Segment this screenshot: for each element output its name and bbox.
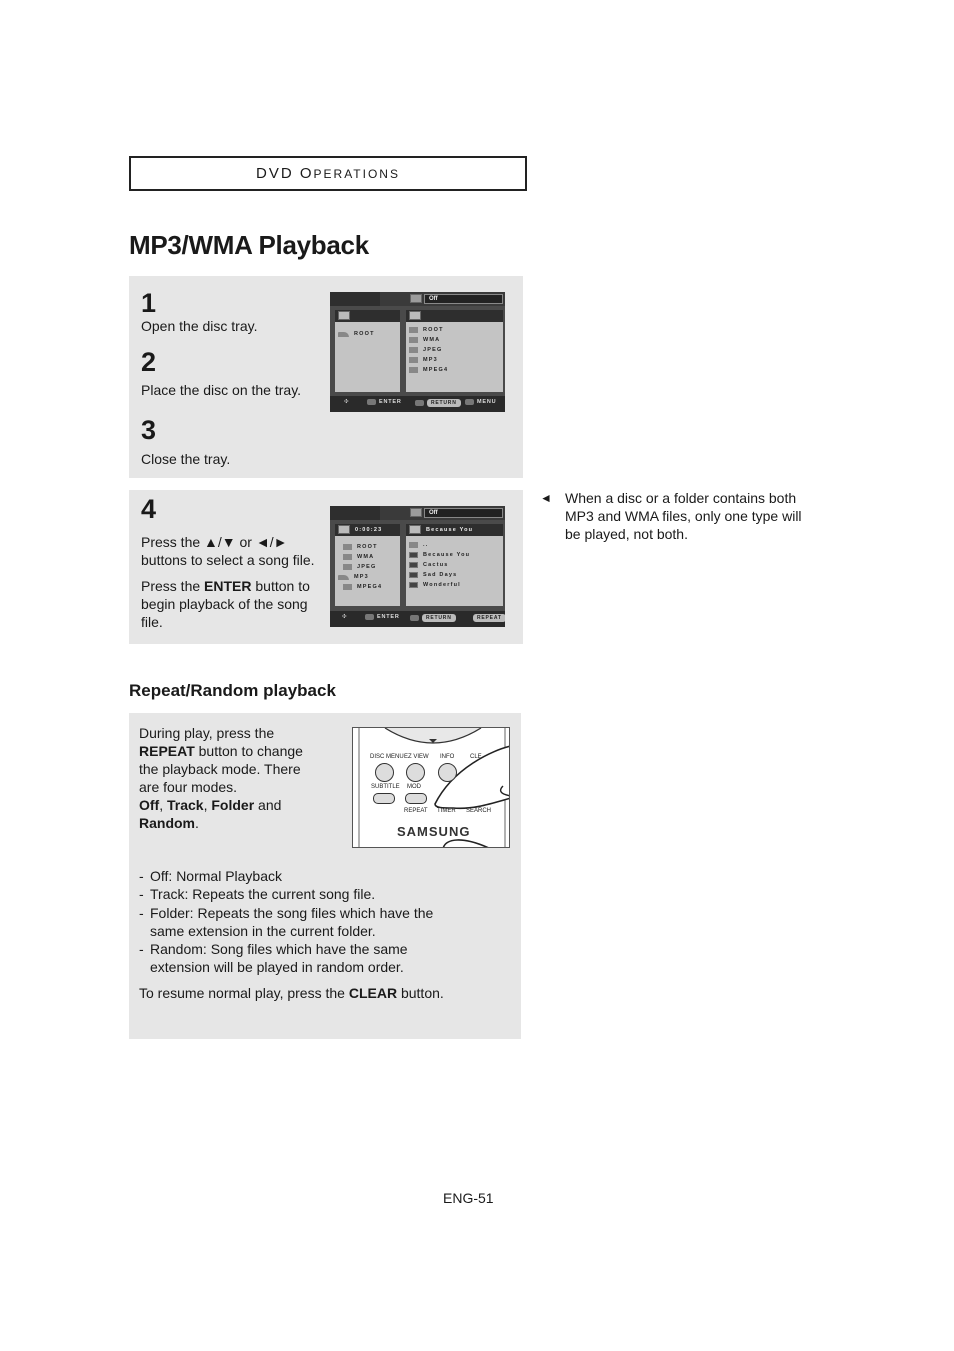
folder-icon xyxy=(338,332,349,337)
step-text: Place the disc on the tray. xyxy=(141,382,302,398)
timer-label: TIMER xyxy=(437,808,456,814)
step-number: 2 xyxy=(141,347,157,377)
osd-enter-hint: ENTER xyxy=(365,614,400,620)
folder-icon xyxy=(343,584,352,590)
osd-bottom-bar xyxy=(330,396,505,412)
disc-menu-label: DISC MENU xyxy=(370,754,404,760)
disc-icon xyxy=(338,311,350,320)
return-button-icon xyxy=(415,400,424,406)
repeat-label: REPEAT xyxy=(404,808,428,814)
osd-top-bar xyxy=(330,506,505,520)
osd-folder-item[interactable]: MPEG4 xyxy=(343,584,382,590)
osd-file-item[interactable]: Because You xyxy=(409,552,470,558)
subtitle-button[interactable] xyxy=(373,793,395,804)
osd-repeat-value: Off xyxy=(424,294,503,304)
folder-icon xyxy=(409,337,418,343)
osd-file-item[interactable]: Wonderful xyxy=(409,582,461,588)
folder-icon xyxy=(409,357,418,363)
menu-button-icon xyxy=(465,399,474,405)
mp3-file-icon xyxy=(409,562,418,568)
repeat-random-heading: Repeat/Random playback xyxy=(129,681,336,700)
step-text-enter: Press the ENTER button to begin playback of the song file. xyxy=(141,578,310,630)
mp3-file-icon xyxy=(409,582,418,588)
disc-menu-button[interactable] xyxy=(375,763,394,782)
osd-folder-item[interactable]: JPEG xyxy=(409,347,442,353)
osd-folder-item[interactable]: JPEG xyxy=(343,564,376,570)
ez-view-label: EZ VIEW xyxy=(404,754,429,760)
folder-icon xyxy=(343,564,352,570)
osd-now-playing: Because You xyxy=(426,527,474,533)
page-number: ENG-51 xyxy=(443,1190,494,1206)
repeat-icon xyxy=(410,508,422,517)
osd-folder-item[interactable]: MPEG4 xyxy=(409,367,448,373)
dpad-icon: ✣ xyxy=(344,399,350,405)
enter-button-icon xyxy=(365,614,374,620)
enter-button-icon xyxy=(367,399,376,405)
osd-folder-item[interactable]: MP3 xyxy=(409,357,438,363)
speaker-icon xyxy=(409,525,421,534)
mp3-file-icon xyxy=(409,552,418,558)
step-number: 4 xyxy=(141,494,157,524)
mode-button[interactable] xyxy=(405,793,427,804)
speaker-icon xyxy=(409,311,421,320)
step-text: Open the disc tray. xyxy=(141,318,258,334)
osd-file-item[interactable]: Sad Days xyxy=(409,572,457,578)
section-header-first: DVD O xyxy=(256,165,314,182)
repeat-intro: During play, press the REPEAT button to change the playback mode. There are four modes. Off, Track, Folder and Random. xyxy=(139,725,303,831)
disc-icon xyxy=(338,525,350,534)
samsung-logo: SAMSUNG xyxy=(397,824,471,839)
info-label: INFO xyxy=(440,754,455,760)
osd-right-pane xyxy=(406,524,503,606)
section-header-rest: PERATIONS xyxy=(313,166,400,181)
folder-icon xyxy=(338,575,349,580)
mode-label: MOD xyxy=(407,784,421,790)
osd-left-pane xyxy=(335,524,400,606)
note-arrow-icon: ◄ xyxy=(540,491,552,505)
dpad-icon: ✣ xyxy=(342,614,348,620)
osd-folder-item[interactable]: ROOT xyxy=(338,331,375,337)
osd-folder-item[interactable]: WMA xyxy=(343,554,374,560)
repeat-mode-list xyxy=(139,867,499,977)
step-text: Close the tray. xyxy=(141,451,231,467)
osd-return-hint: RETURN xyxy=(410,614,456,622)
side-note: When a disc or a folder contains both MP3 and WMA files, only one type will be played, not both. xyxy=(565,490,802,542)
repeat-icon xyxy=(410,294,422,303)
ez-view-button[interactable] xyxy=(406,763,425,782)
folder-icon xyxy=(409,327,418,333)
return-button-icon xyxy=(410,615,419,621)
osd-file-item[interactable]: Cactus xyxy=(409,562,449,568)
osd-folder-item[interactable]: ROOT xyxy=(343,544,378,550)
subtitle-label: SUBTITLE xyxy=(371,784,400,790)
osd-folder-item[interactable]: ROOT xyxy=(409,327,444,333)
search-label: SEARCH xyxy=(466,808,492,814)
osd-elapsed-time: 0:00:23 xyxy=(355,527,383,533)
osd-right-pane xyxy=(406,310,503,392)
osd-enter-hint: ENTER xyxy=(367,399,402,405)
osd-folder-item[interactable]: WMA xyxy=(409,337,440,343)
remote-control-illustration xyxy=(352,727,510,848)
osd-top-bar xyxy=(330,292,505,306)
osd-return-hint: RETURN xyxy=(415,399,461,407)
osd-repeat-hint: REPEAT xyxy=(473,614,505,622)
osd-menu-hint: MENU xyxy=(465,399,496,405)
list-item: - Folder: Repeats the song files which have the same extension in the current folder. xyxy=(139,904,434,939)
mp3-file-icon xyxy=(409,572,418,578)
info-button[interactable] xyxy=(438,763,457,782)
step-4-panel xyxy=(129,490,523,644)
osd-file-item[interactable]: .. xyxy=(409,542,428,548)
folder-icon xyxy=(409,367,418,373)
osd-bottom-bar xyxy=(330,611,505,627)
osd-screen-root xyxy=(330,292,505,412)
list-item: - Random: Song files which have the same extension will be played in random order. xyxy=(139,941,408,976)
clear-label: CLE xyxy=(470,754,482,760)
folder-icon xyxy=(343,544,352,550)
step-number: 3 xyxy=(141,415,157,445)
osd-screen-playback xyxy=(330,506,505,627)
folder-icon xyxy=(409,347,418,353)
list-item: - Track: Repeats the current song file. xyxy=(139,886,376,903)
page-title: MP3/WMA Playback xyxy=(129,230,369,260)
step-number: 1 xyxy=(141,288,157,318)
step-text: Press the ▲/▼ or ◄/► buttons to select a song file. xyxy=(141,534,315,568)
osd-folder-item[interactable]: MP3 xyxy=(338,574,369,580)
folder-icon xyxy=(343,554,352,560)
folder-icon xyxy=(409,542,418,548)
list-item: - Off: Normal Playback xyxy=(139,868,283,884)
resume-instruction: To resume normal play, press the CLEAR button. xyxy=(139,985,444,1001)
section-header xyxy=(129,156,527,191)
osd-left-pane xyxy=(335,310,400,392)
osd-repeat-value: Off xyxy=(424,508,503,518)
steps-1-3-panel xyxy=(129,276,523,478)
